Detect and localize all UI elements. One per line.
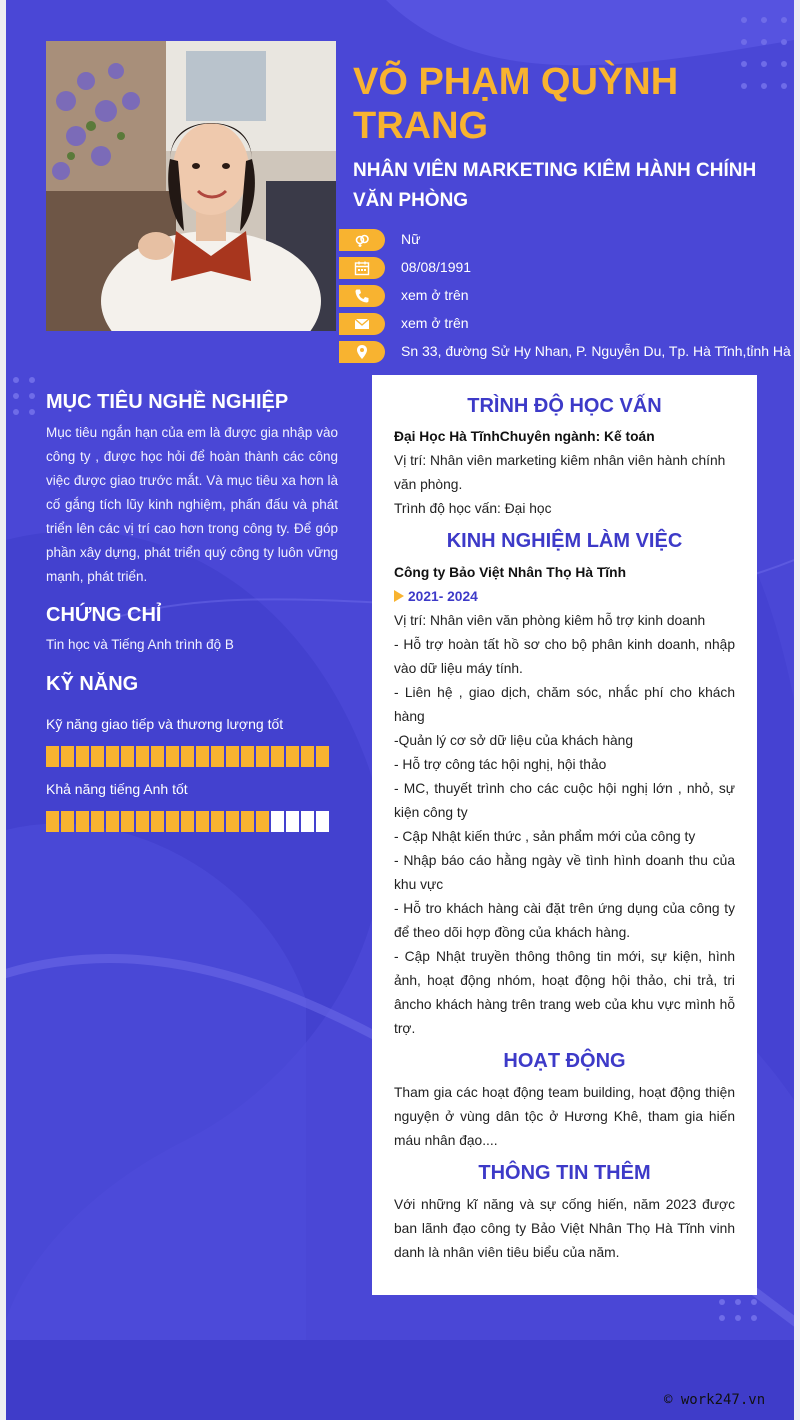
additional-title: THÔNG TIN THÊM	[478, 1162, 651, 1184]
experience-line: - Liên hệ , giao dịch, chăm sóc, nhắc phí cho khách hàng	[394, 685, 735, 724]
skill-bar-segment	[121, 746, 134, 767]
certificates-title: CHỨNG CHỈ	[46, 604, 162, 626]
skill-bar-segment	[76, 811, 89, 832]
email-value: xem ở trên	[401, 315, 469, 331]
objective-section	[46, 391, 338, 589]
phone-value: xem ở trên	[401, 287, 469, 303]
education-position: Vị trí: Nhân viên marketing kiêm nhân viên hành chính văn phòng.	[394, 453, 726, 492]
skill-bar-segment	[91, 746, 104, 767]
skill-bar-segment	[226, 746, 239, 767]
experience-period	[394, 585, 735, 609]
skill-bar-segment	[91, 811, 104, 832]
skill-bar-segment	[76, 746, 89, 767]
skill-bar-segment	[106, 811, 119, 832]
phone-icon	[339, 285, 385, 307]
skill-bar-segment	[271, 811, 284, 832]
candidate-name: VÕ PHẠM QUỲNH TRANG	[353, 61, 679, 147]
skill-bar-segment	[196, 811, 209, 832]
activities-title: HOẠT ĐỘNG	[503, 1050, 626, 1072]
skills-title: KỸ NĂNG	[46, 673, 139, 695]
experience-line: - Hỗ trợ hoàn tất hồ sơ cho bộ phân kinh doanh, nhập vào dữ liệu máy tính.	[394, 637, 735, 676]
skill-bar-segment	[241, 811, 254, 832]
experience-line: - Hỗ trợ công tác hội nghị, hội thảo	[394, 757, 607, 772]
experience-details	[394, 609, 735, 1041]
profile-photo	[46, 41, 336, 331]
skill-bar-segment	[226, 811, 239, 832]
certificates-text: Tin học và Tiếng Anh trình độ B	[46, 637, 234, 652]
experience-line: - MC, thuyết trình cho các cuộc hội nghị lớn , nhỏ, sự kiện công ty	[394, 781, 735, 820]
objective-text: Mục tiêu ngắn hạn của em là được gia nhập vào công ty , được học hỏi để hoàn thành các công việc được giao trước mắt. Và mục tiêu xa hơn là cố gắng tích lũy kinh nghiệm, phấn đấu và phát triển lên các vị trí cao hơn trong công ty. Để góp phần xây dựng, phát triển quý công ty luôn vững mạnh, phát triển.	[46, 425, 338, 584]
skill-bar-segment	[211, 746, 224, 767]
contact-address	[339, 341, 794, 363]
activities-text: Tham gia các hoạt động team building, hoạt động thiện nguyện ở vùng dân tộc ở Hương Khê, tham gia hiến máu nhân đạo....	[394, 1085, 735, 1148]
skill-bar-segment	[121, 811, 134, 832]
email-icon	[339, 313, 385, 335]
period-text: 2021- 2024	[408, 589, 478, 604]
experience-line: -Quản lý cơ sở dữ liệu của khách hàng	[394, 733, 634, 748]
skill-bar-segment	[151, 746, 164, 767]
skill-bar-segment	[316, 746, 329, 767]
skill-bar-segment	[211, 811, 224, 832]
additional-text: Với những kĩ năng và sự cống hiến, năm 2023 được ban lãnh đạo công ty Bảo Việt Nhân Thọ Hà Tĩnh vinh danh là nhân viên tiêu biểu của năm.	[394, 1197, 735, 1260]
skill-level-bar	[46, 811, 330, 832]
skill-name: Khả năng tiếng Anh tốt	[46, 781, 188, 797]
skill-name: Kỹ năng giao tiếp và thương lượng tốt	[46, 716, 284, 732]
skill-bar-segment	[286, 811, 299, 832]
skill-bar-segment	[301, 746, 314, 767]
gender-value: Nữ	[401, 231, 421, 247]
cv-page	[6, 0, 794, 1420]
skill-level-bar	[46, 746, 330, 767]
skill-bar-segment	[256, 811, 269, 832]
experience-title: KINH NGHIỆM LÀM VIỆC	[446, 530, 683, 552]
skill-bar-segment	[166, 811, 179, 832]
bottom-band	[6, 1340, 794, 1420]
location-icon	[339, 341, 385, 363]
experience-line: Vị trí: Nhân viên văn phòng kiêm hỗ trợ kinh doanh	[394, 613, 706, 628]
skill-bar-segment	[301, 811, 314, 832]
skill-bar-segment	[166, 746, 179, 767]
skills-section	[46, 673, 338, 696]
skill-bar-segment	[46, 746, 59, 767]
certificates-section	[46, 604, 338, 657]
skill-bar-segment	[181, 746, 194, 767]
experience-line: - Hỗ tro khách hàng cài đặt trên ứng dụng của công ty để theo dõi hợp đồng của khách hàng.	[394, 901, 735, 940]
skill-bar-segment	[241, 746, 254, 767]
skill-bar-segment	[61, 811, 74, 832]
skill-bar-segment	[151, 811, 164, 832]
education-level: Trình độ học vấn: Đại học	[394, 501, 552, 516]
triangle-bullet-icon	[394, 590, 404, 602]
skill-bar-segment	[136, 746, 149, 767]
contact-birthday	[339, 257, 794, 279]
contact-email	[339, 313, 794, 335]
skill-bar-segment	[256, 746, 269, 767]
skill-bar-segment	[271, 746, 284, 767]
experience-line: - Nhập báo cáo hằng ngày về tình hình doanh thu của khu vực	[394, 853, 735, 892]
skill-bar-segment	[286, 746, 299, 767]
skill-bar-segment	[46, 811, 59, 832]
experience-line: - Cập Nhật kiến thức , sản phẩm mới của công ty	[394, 829, 696, 844]
contact-phone	[339, 285, 794, 307]
experience-line: - Cập Nhật truyền thông thông tin mới, sự kiện, hình ảnh, hoạt động nhóm, hoạt động hội thảo, chi trả, tri âncho khách hàng trên trang web của khu vực mình hỗ trợ.	[394, 949, 735, 1036]
skill-bar-segment	[136, 811, 149, 832]
skill-bar-segment	[316, 811, 329, 832]
skill-bar-segment	[196, 746, 209, 767]
contact-gender	[339, 229, 794, 251]
objective-title: MỤC TIÊU NGHỀ NGHIỆP	[46, 391, 289, 413]
education-school: Đại Học Hà TĩnhChuyên ngành: Kế toán	[394, 429, 655, 444]
address-value: Sn 33, đường Sử Hy Nhan, P. Nguyễn Du, Tp. Hà Tĩnh,tỉnh Hà	[401, 343, 791, 359]
education-title: TRÌNH ĐỘ HỌC VẤN	[467, 395, 662, 417]
skill-bar-segment	[61, 746, 74, 767]
birthday-value: 08/08/1991	[401, 259, 472, 275]
calendar-icon	[339, 257, 385, 279]
job-title: NHÂN VIÊN MARKETING KIÊM HÀNH CHÍNH VĂN PHÒNG	[353, 160, 757, 211]
main-panel	[372, 375, 757, 1295]
footer-watermark: © work247.vn	[664, 1392, 766, 1408]
skill-bar-segment	[181, 811, 194, 832]
experience-company: Công ty Bảo Việt Nhân Thọ Hà Tĩnh	[394, 565, 626, 580]
gender-icon	[339, 229, 385, 251]
skill-bar-segment	[106, 746, 119, 767]
